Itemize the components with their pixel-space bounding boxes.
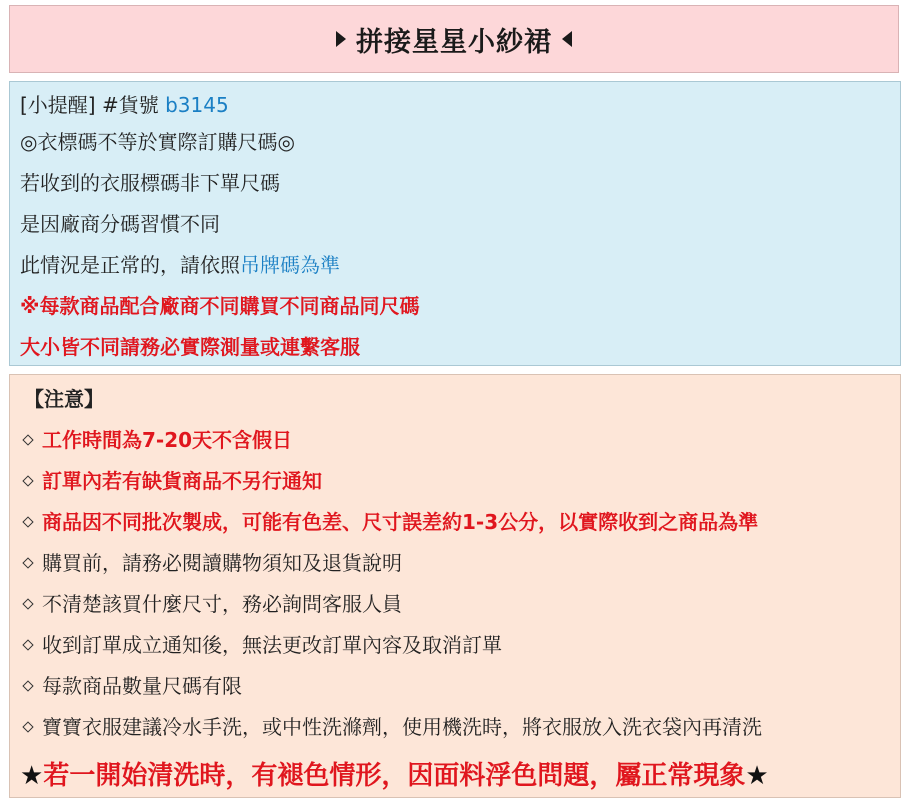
attention-item xyxy=(20,543,890,584)
attention-item xyxy=(20,707,890,748)
diamond-bullet-icon xyxy=(22,639,33,650)
diamond-bullet-icon xyxy=(22,598,33,609)
attention-item-text: 收到訂單成立通知後，無法更改訂單內容及取消訂單 xyxy=(42,633,502,657)
notice-line-2: ◎衣標碼不等於實際訂購尺碼◎ xyxy=(20,130,295,154)
triangle-left-icon xyxy=(562,31,572,47)
attention-heading: 【注意】 xyxy=(24,387,104,411)
star-icon: ★ xyxy=(20,761,44,791)
notice-line-6: ※每款商品配合廠商不同購買不同商品同尺碼 xyxy=(20,294,420,318)
notice-panel xyxy=(9,81,901,366)
attention-item xyxy=(20,625,890,666)
notice-line-7: 大小皆不同請務必實際測量或連繫客服 xyxy=(20,335,360,359)
notice-code-prefix: [小提醒] #貨號 xyxy=(20,93,166,117)
page-title: 拼接星星小紗裙 xyxy=(356,26,552,58)
washing-warning-text: 若一開始清洗時，有褪色情形，因面料浮色問題，屬正常現象 xyxy=(43,761,746,791)
title-banner xyxy=(9,5,899,73)
attention-item xyxy=(20,461,890,502)
star-icon: ★ xyxy=(745,761,769,791)
attention-item xyxy=(20,420,890,461)
attention-item-text: 訂單內若有缺貨商品不另行通知 xyxy=(42,469,322,493)
diamond-bullet-icon xyxy=(22,721,33,732)
washing-warning xyxy=(20,750,890,802)
notice-line-5-highlight: 吊牌碼為準 xyxy=(240,253,340,277)
diamond-bullet-icon xyxy=(22,516,33,527)
attention-item xyxy=(20,666,890,707)
attention-item-text: 工作時間為7-20天不含假日 xyxy=(42,428,293,452)
attention-item-text: 不清楚該買什麼尺寸，務必詢問客服人員 xyxy=(42,592,402,616)
diamond-bullet-icon xyxy=(22,680,33,691)
product-code: b3145 xyxy=(165,93,229,117)
attention-item xyxy=(20,584,890,625)
notice-line-5-prefix: 此情況是正常的，請依照 xyxy=(20,253,240,277)
triangle-right-icon xyxy=(336,31,346,47)
title-row xyxy=(336,20,572,59)
attention-item-text: 寶寶衣服建議冷水手洗，或中性洗滌劑，使用機洗時，將衣服放入洗衣袋內再清洗 xyxy=(42,715,762,739)
diamond-bullet-icon xyxy=(22,475,33,486)
attention-item-text: 購買前，請務必閱讀購物須知及退貨說明 xyxy=(42,551,402,575)
notice-line-3: 若收到的衣服標碼非下單尺碼 xyxy=(20,171,280,195)
notice-line-5 xyxy=(20,245,890,286)
attention-item-text: 商品因不同批次製成，可能有色差、尺寸誤差約1-3公分，以實際收到之商品為準 xyxy=(42,510,759,534)
attention-item-text: 每款商品數量尺碼有限 xyxy=(42,674,242,698)
notice-line-4: 是因廠商分碼習慣不同 xyxy=(20,212,220,236)
diamond-bullet-icon xyxy=(22,557,33,568)
diamond-bullet-icon xyxy=(22,434,33,445)
attention-panel xyxy=(9,374,901,798)
attention-item xyxy=(20,502,890,543)
notice-line-code xyxy=(20,88,890,122)
